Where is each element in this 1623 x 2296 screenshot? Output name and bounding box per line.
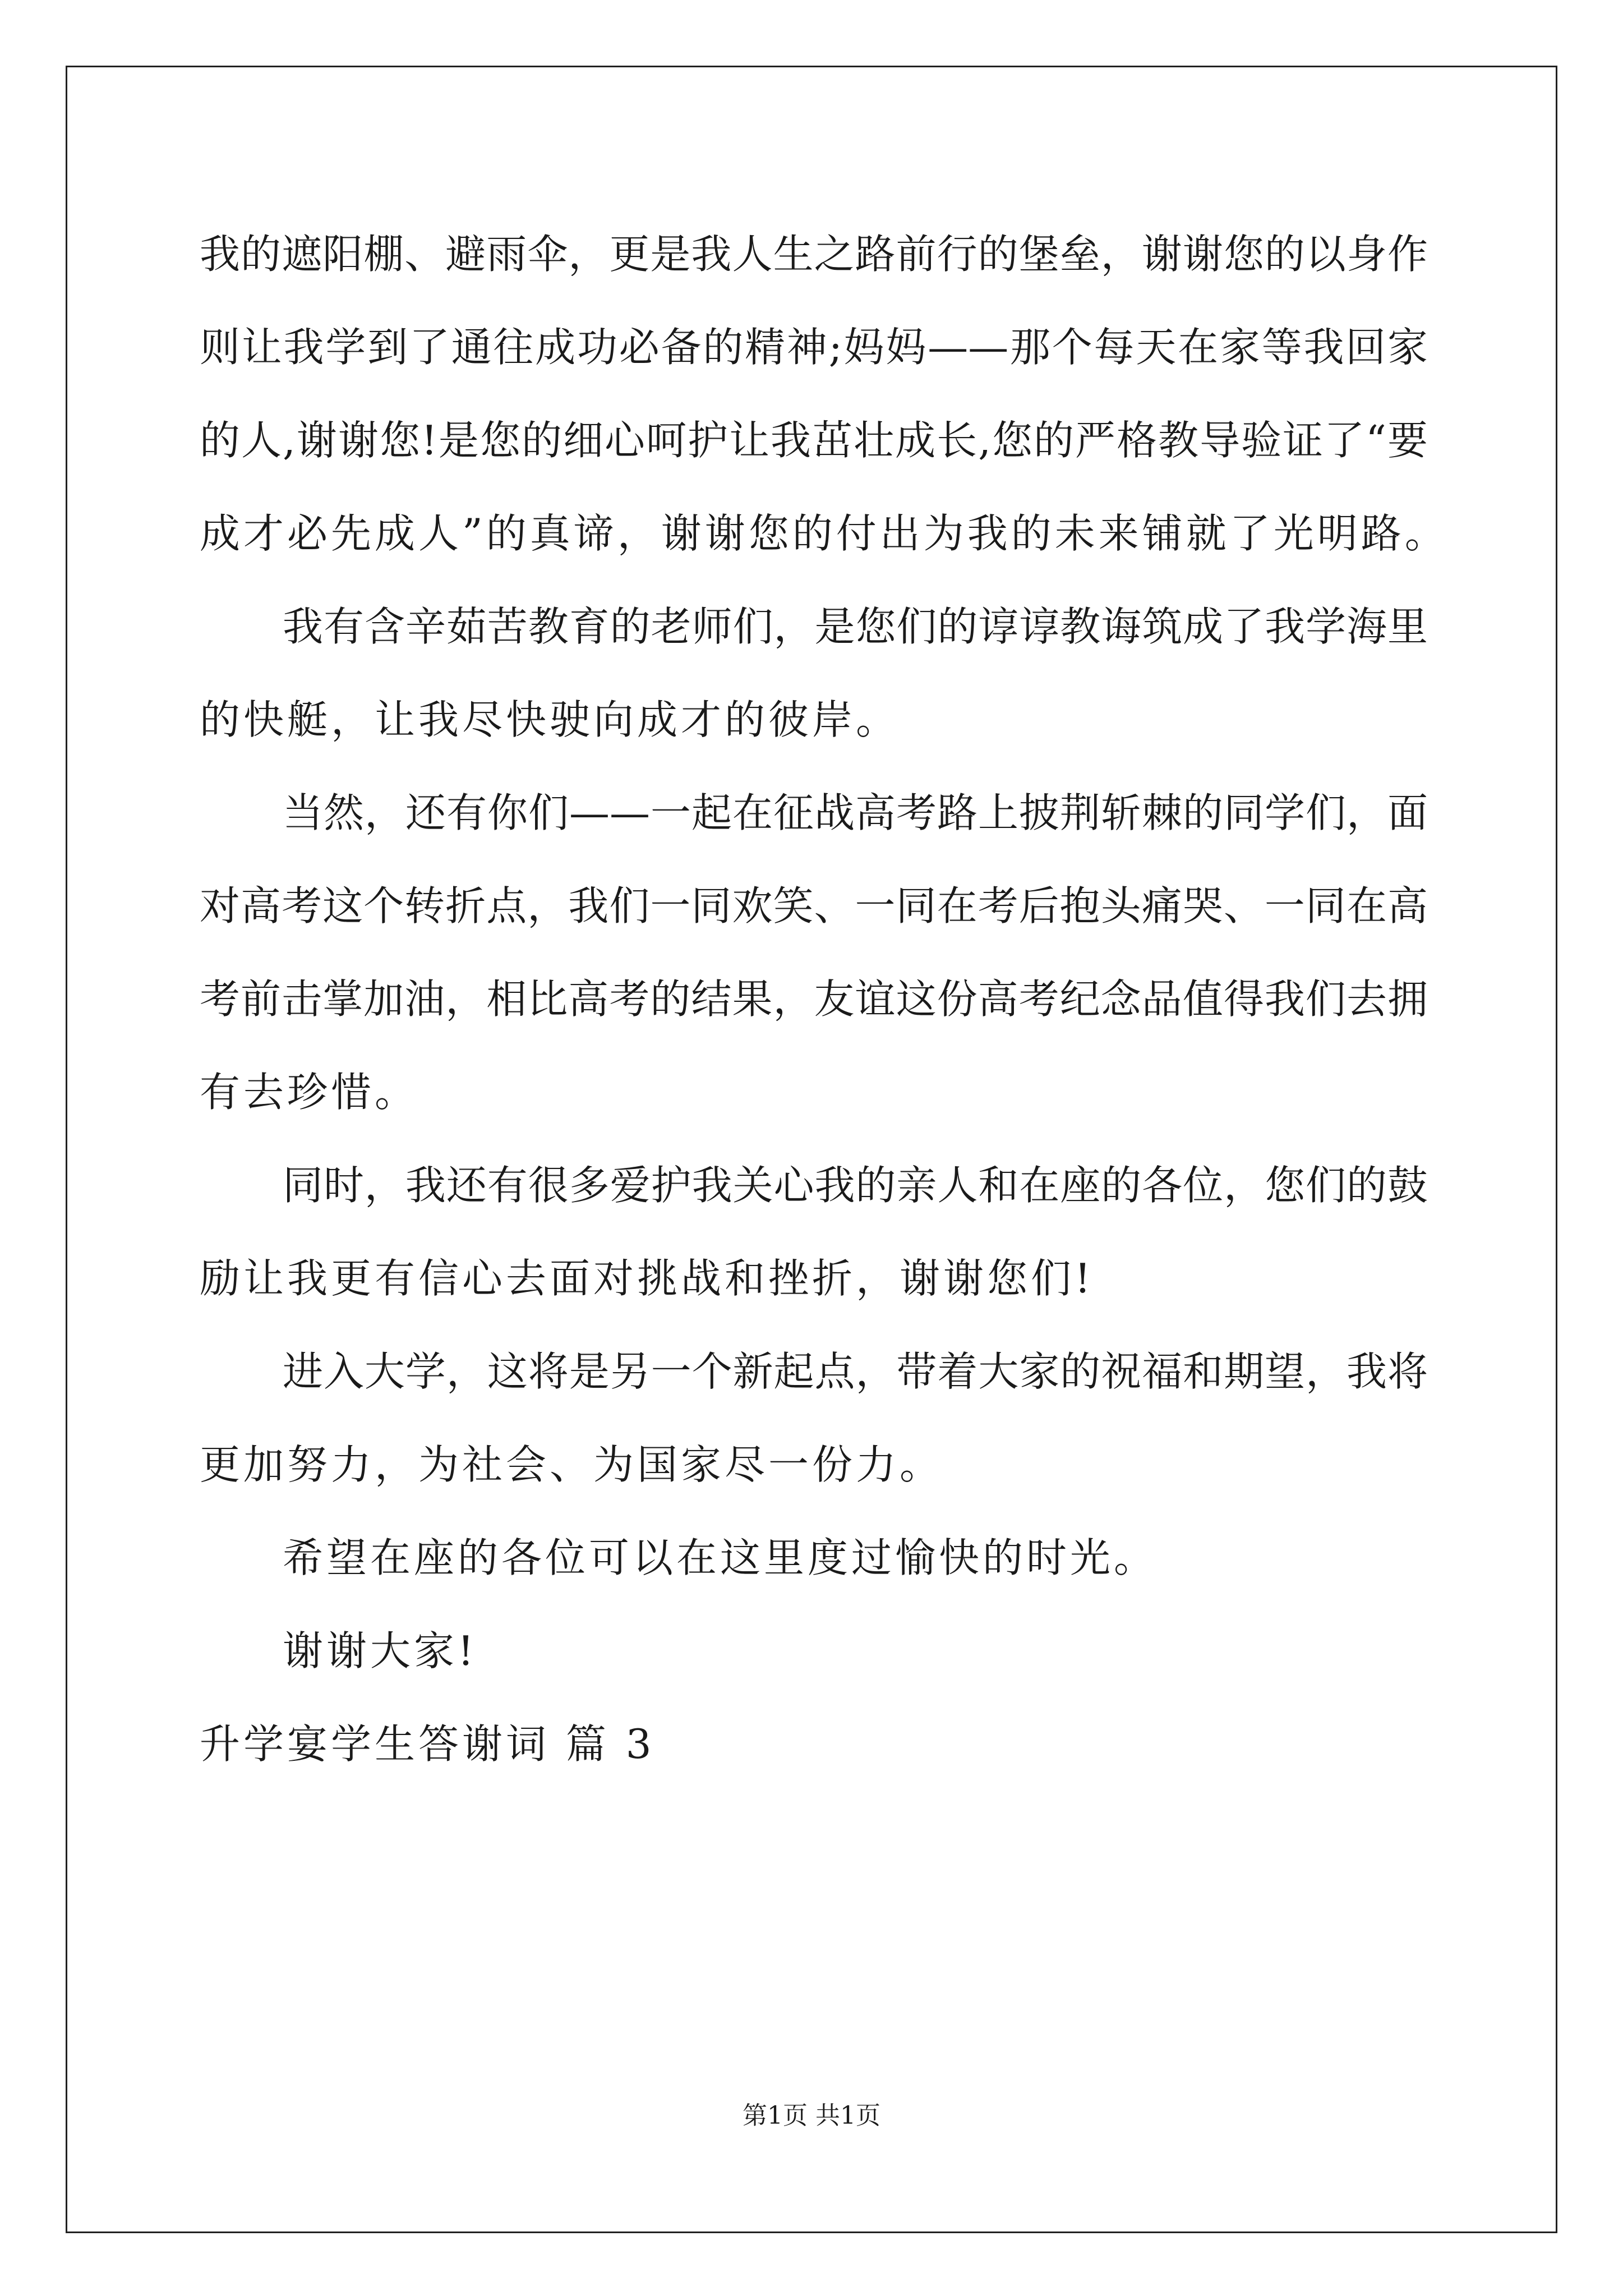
text-line: 有去珍惜。 bbox=[200, 1069, 419, 1116]
text-line: 考前击掌加油，相比高考的结果，友谊这份高考纪念品值得我们去拥 bbox=[200, 976, 1428, 1023]
page-footer: 第1页 共1页 bbox=[743, 2101, 880, 2130]
text-line: 励让我更有信心去面对挑战和挫折，谢谢您们! bbox=[200, 1255, 1094, 1302]
text-line: 成才必先成人”的真谛，谢谢您的付出为我的未来铺就了光明路。 bbox=[200, 510, 1449, 557]
text-line: 进入大学，这将是另一个新起点，带着大家的祝福和期望，我将 bbox=[283, 1348, 1428, 1395]
text-line: 对高考这个转折点，我们一同欢笑、一同在考后抱头痛哭、一同在高 bbox=[200, 882, 1428, 930]
text-line: 谢谢大家! bbox=[283, 1627, 477, 1674]
text-line: 希望在座的各位可以在这里度过愉快的时光。 bbox=[283, 1534, 1158, 1581]
text-line: 更加努力，为社会、为国家尽一份力。 bbox=[200, 1441, 944, 1488]
section-heading: 升学宴学生答谢词 篇 3 bbox=[200, 1720, 655, 1768]
text-line: 我有含辛茹苦教育的老师们，是您们的谆谆教诲筑成了我学海里 bbox=[283, 603, 1428, 650]
text-line: 的快艇，让我尽快驶向成才的彼岸。 bbox=[200, 696, 900, 743]
text-line: 同时，我还有很多爱护我关心我的亲人和在座的各位，您们的鼓 bbox=[283, 1162, 1428, 1209]
text-line: 当然，还有你们——一起在征战高考路上披荆斩棘的同学们，面 bbox=[283, 789, 1428, 836]
text-line: 则让我学到了通往成功必备的精神;妈妈——那个每天在家等我回家 bbox=[200, 324, 1428, 371]
text-line: 的人,谢谢您!是您的细心呵护让我茁壮成长,您的严格教导验证了“要 bbox=[200, 417, 1428, 464]
document-body bbox=[200, 208, 1449, 1791]
text-line: 我的遮阳棚、避雨伞，更是我人生之路前行的堡垒，谢谢您的以身作 bbox=[200, 231, 1428, 278]
